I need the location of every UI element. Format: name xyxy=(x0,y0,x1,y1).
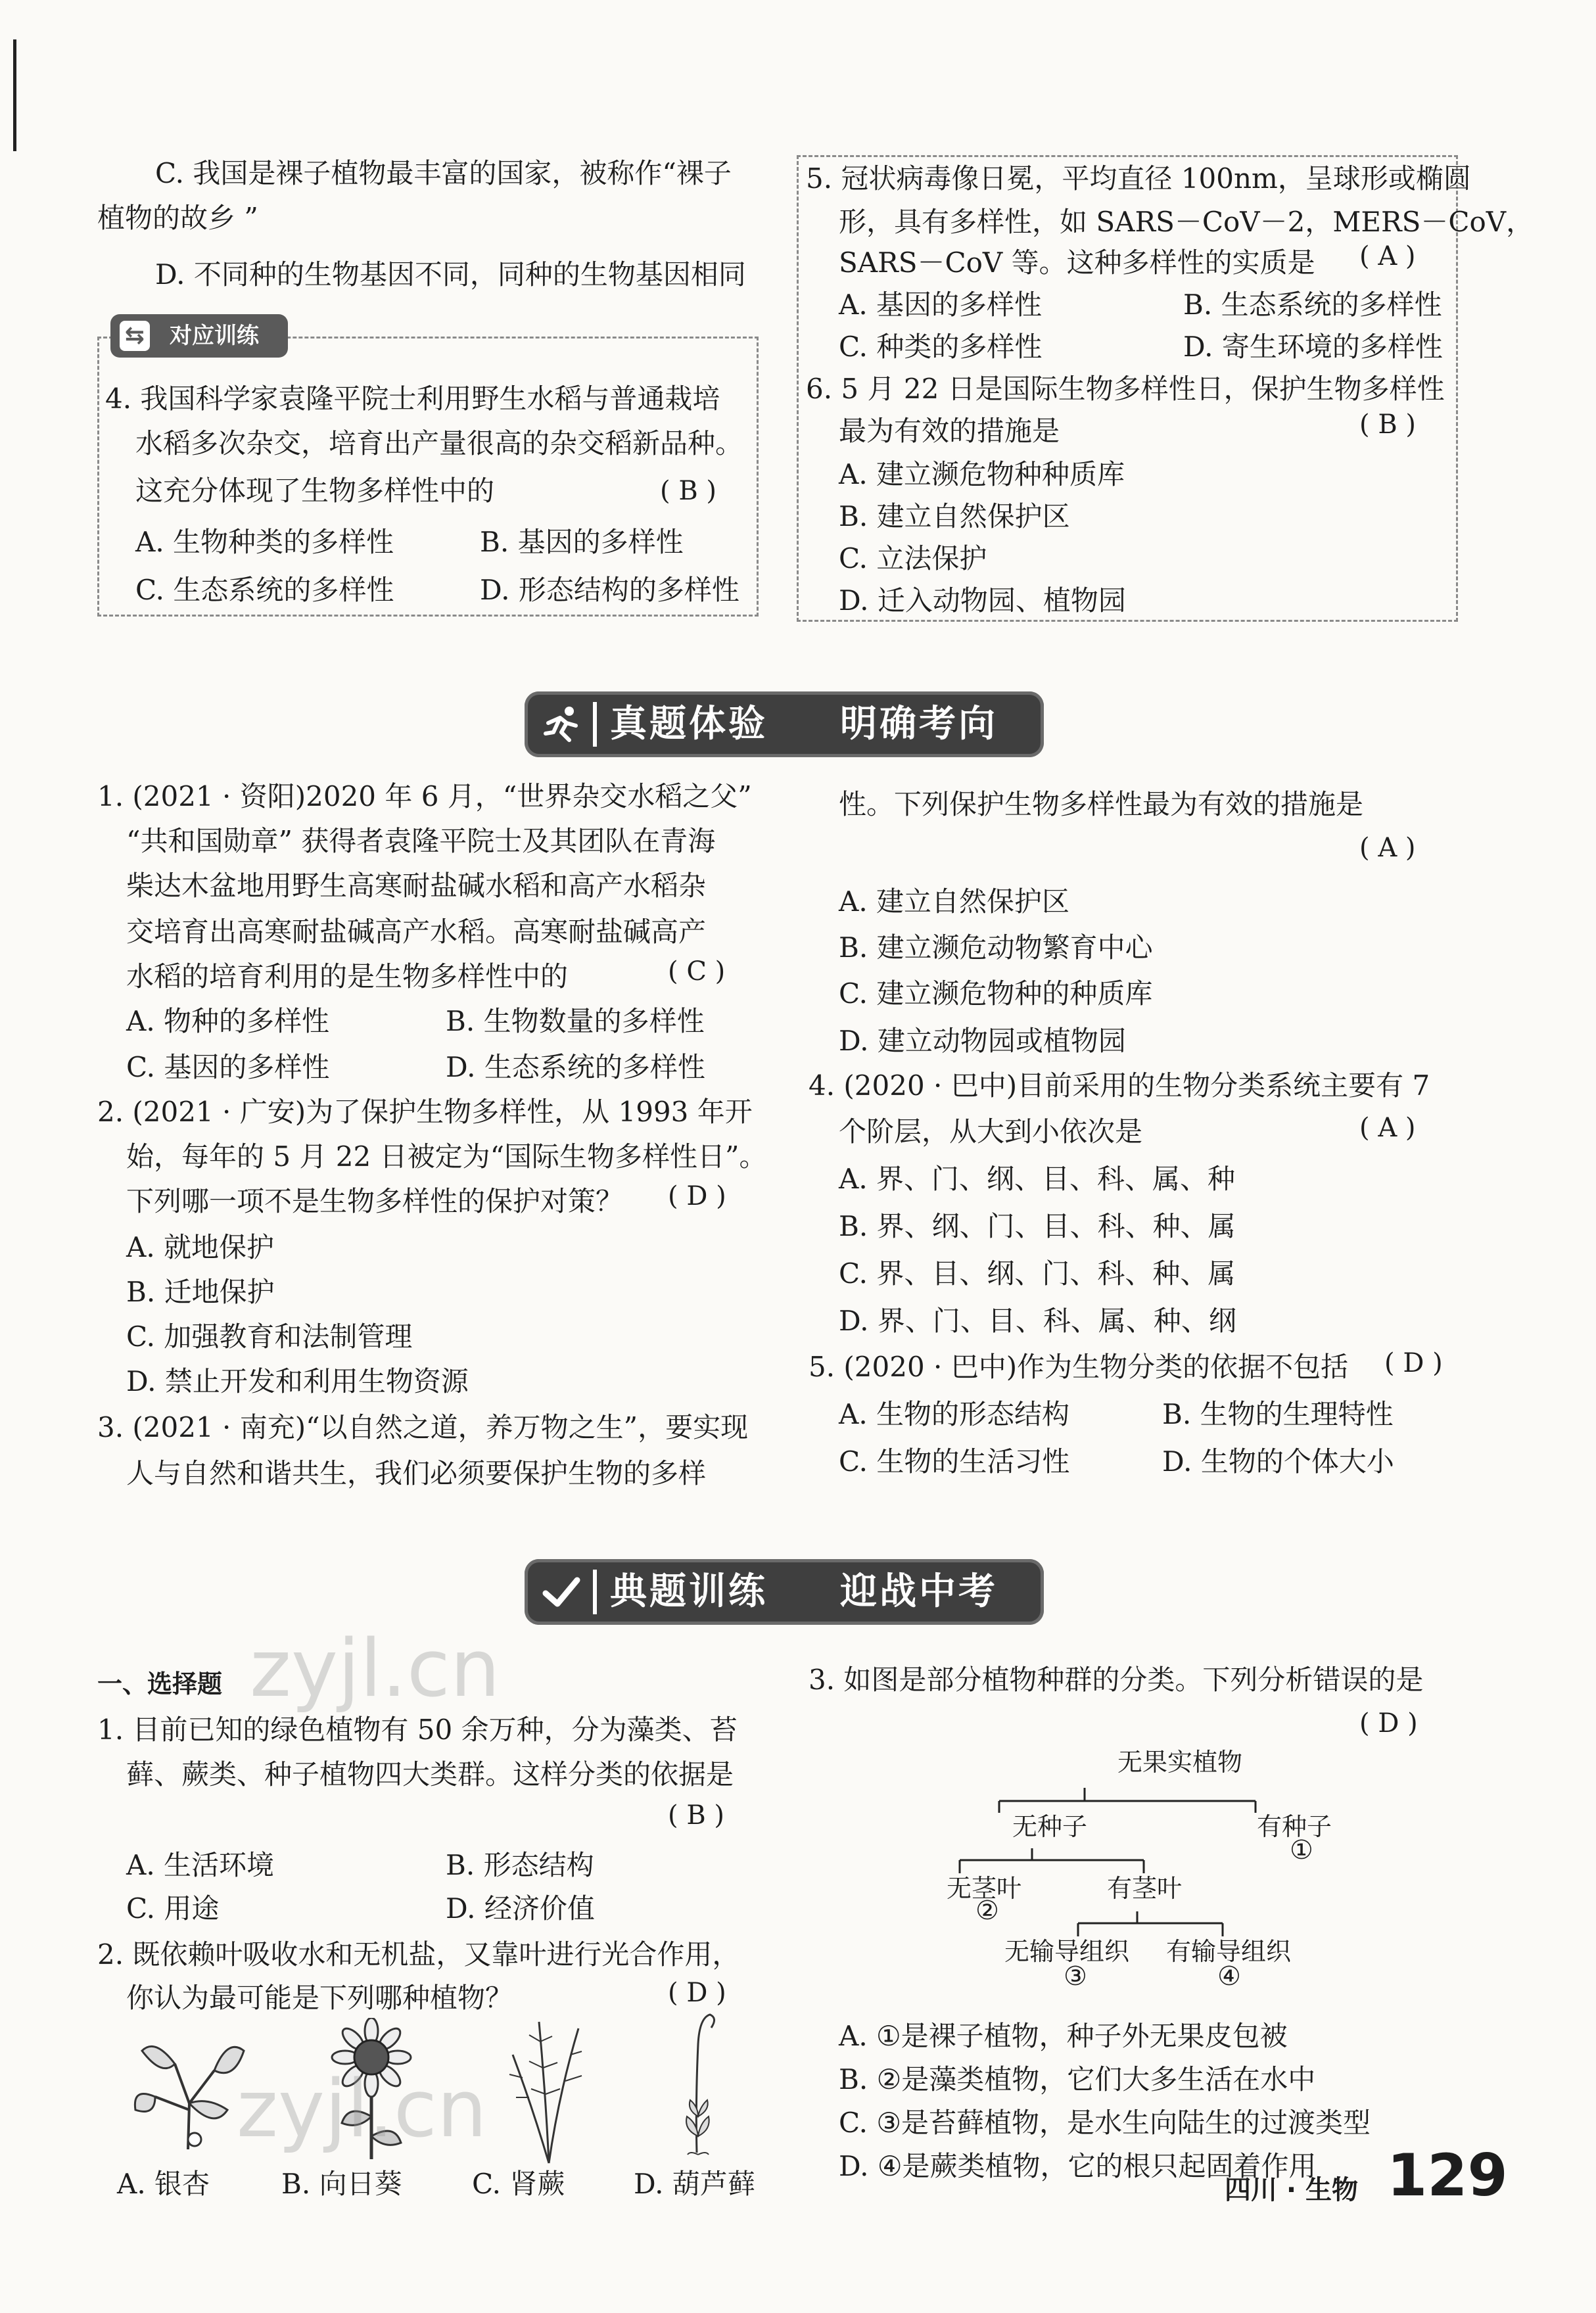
runner-icon xyxy=(540,703,582,745)
top-q6-line1: 6. 5 月 22 日是国际生物多样性日，保护生物多样性 xyxy=(806,373,1445,405)
s2-q3-line1: 3. 如图是部分植物种群的分类。下列分析错误的是 xyxy=(809,1664,1424,1696)
s1-q3-option-a: A. 建立自然保护区 xyxy=(839,885,1070,918)
top-q5-option-b: B. 生态系统的多样性 xyxy=(1183,289,1442,321)
s2-q3-option-a: A. ①是裸子植物，种子外无果皮包被 xyxy=(839,2020,1288,2052)
s1-q1-option-c: C. 基因的多样性 xyxy=(126,1051,330,1083)
watermark: zyjl.cn xyxy=(237,2064,487,2155)
s2-q2-option-d: D. 葫芦藓 xyxy=(634,2168,755,2200)
prev-option-c-cont: 植物的故乡 ” xyxy=(97,202,258,234)
ginkgo-illustration xyxy=(129,2024,247,2156)
top-q6-option-a: A. 建立濒危物种种质库 xyxy=(839,458,1125,490)
banner-title-left: 典题训练 xyxy=(610,1570,768,1613)
s1-q2-line2: 始，每年的 5 月 22 日被定为“国际生物多样性日”。 xyxy=(126,1140,767,1173)
s2-q1-option-b: B. 形态结构 xyxy=(446,1849,594,1881)
s1-q3-option-c: C. 建立濒危物种的种质库 xyxy=(839,977,1153,1010)
top-q6-answer: ( B ) xyxy=(1359,409,1417,440)
s1-q5-answer: ( D ) xyxy=(1384,1348,1443,1378)
moss-illustration xyxy=(670,2005,723,2156)
s1-q2-line1: 2. (2021 · 广安)为了保护生物多样性，从 1993 年开 xyxy=(97,1096,753,1128)
s1-q3-option-d: D. 建立动物园或植物园 xyxy=(839,1025,1126,1057)
top-q5-line2: 形，具有多样性，如 SARS－CoV－2，MERS－CoV， xyxy=(839,206,1534,238)
tree-stem: 有茎叶 xyxy=(1107,1874,1183,1903)
s1-q1-line1: 1. (2021 · 资阳)2020 年 6 月，“世界杂交水稻之父” xyxy=(97,780,752,812)
s1-q2-option-a: A. 就地保护 xyxy=(126,1231,275,1263)
s1-q4-option-d: D. 界、门、目、科、属、种、纲 xyxy=(839,1305,1236,1337)
s1-q4-answer: ( A ) xyxy=(1359,1113,1416,1143)
section-banner-typical-training xyxy=(525,1559,1044,1625)
margin-rule xyxy=(13,39,16,151)
top-q4-line2: 水稻多次杂交，培育出产量很高的杂交稻新品种。 xyxy=(135,427,743,459)
tree-marker-2: ② xyxy=(975,1896,999,1926)
s1-q2-option-d: D. 禁止开发和利用生物资源 xyxy=(126,1365,469,1397)
s1-q3-answer: ( A ) xyxy=(1359,833,1416,863)
top-q6-option-c: C. 立法保护 xyxy=(839,542,987,574)
banner-title-right: 明确考向 xyxy=(840,703,998,745)
watermark: zyjl.cn xyxy=(250,1624,500,1715)
checkmark-icon xyxy=(540,1571,582,1613)
s1-q4-option-a: A. 界、门、纲、目、科、属、种 xyxy=(839,1163,1236,1195)
s2-q3-answer: ( D ) xyxy=(1359,1708,1418,1739)
tree-no-tissue: 无输导组织 xyxy=(1004,1937,1130,1966)
prev-option-c: C. 我国是裸子植物最丰富的国家，被称作“裸子 xyxy=(155,157,732,189)
top-q5-answer: ( A ) xyxy=(1359,241,1416,271)
s2-q1-answer: ( B ) xyxy=(668,1800,725,1831)
footer-subject: 四川 · 生物 xyxy=(1225,2175,1359,2205)
s1-q2-line3: 下列哪一项不是生物多样性的保护对策？ xyxy=(126,1185,624,1217)
s2-q3-option-b: B. ②是藻类植物，它们大多生活在水中 xyxy=(839,2063,1316,2095)
s2-q1-option-d: D. 经济价值 xyxy=(446,1892,595,1925)
s1-q2-option-c: C. 加强教育和法制管理 xyxy=(126,1320,413,1353)
tree-root: 无果实植物 xyxy=(1117,1748,1243,1777)
tree-seed: 有种子 xyxy=(1257,1812,1332,1841)
top-q5-option-d: D. 寄生环境的多样性 xyxy=(1183,331,1443,363)
top-q5-option-c: C. 种类的多样性 xyxy=(839,331,1043,363)
top-q6-option-d: D. 迁入动物园、植物园 xyxy=(839,584,1126,617)
s2-q1-line2: 藓、蕨类、种子植物四大类群。这样分类的依据是 xyxy=(126,1758,734,1790)
tree-no-seed: 无种子 xyxy=(1012,1812,1088,1841)
banner-divider xyxy=(593,1570,597,1614)
tree-marker-4: ④ xyxy=(1217,1961,1241,1992)
prev-option-d: D. 不同种的生物基因不同，同种的生物基因相同 xyxy=(155,258,746,291)
top-q4-line3: 这充分体现了生物多样性中的 xyxy=(135,475,495,507)
section-banner-real-exam xyxy=(525,691,1044,757)
top-q6-option-b: B. 建立自然保护区 xyxy=(839,500,1070,532)
s1-q3-option-b: B. 建立濒危动物繁育中心 xyxy=(839,931,1153,964)
top-q4-option-c: C. 生态系统的多样性 xyxy=(135,574,394,606)
s2-q3-option-d: D. ④是蕨类植物，它的根只起固着作用 xyxy=(839,2150,1317,2182)
s1-q1-option-a: A. 物种的多样性 xyxy=(126,1005,330,1037)
s1-q1-option-d: D. 生态系统的多样性 xyxy=(446,1051,705,1083)
s1-q5-option-a: A. 生物的形态结构 xyxy=(839,1398,1070,1430)
fern-illustration xyxy=(500,2015,598,2166)
s1-q3-line1: 3. (2021 · 南充)“以自然之道，养万物之生”，要实现 xyxy=(97,1411,749,1443)
swap-arrows-icon: ⇆ xyxy=(120,321,150,351)
top-q4-answer: ( B ) xyxy=(660,476,717,506)
s1-q1-line5: 水稻的培育利用的是生物多样性中的 xyxy=(126,960,569,993)
top-q4-option-a: A. 生物种类的多样性 xyxy=(135,526,394,558)
tree-no-stem: 无茎叶 xyxy=(947,1874,1022,1903)
s1-q5-option-d: D. 生物的个体大小 xyxy=(1162,1445,1394,1478)
s2-q1-option-a: A. 生活环境 xyxy=(126,1849,275,1881)
top-q4-option-b: B. 基因的多样性 xyxy=(480,526,684,558)
page-number: 129 xyxy=(1387,2141,1508,2209)
s1-q1-line3: 柴达木盆地用野生高寒耐盐碱水稻和高产水稻杂 xyxy=(126,870,707,902)
s1-q4-option-b: B. 界、纲、门、目、科、种、属 xyxy=(839,1210,1236,1242)
s1-q5-option-c: C. 生物的生活习性 xyxy=(839,1445,1070,1478)
s1-q4-option-c: C. 界、目、纲、门、科、种、属 xyxy=(839,1257,1236,1290)
s1-q1-line2: “共和国勋章” 获得者袁隆平院士及其团队在青海 xyxy=(126,825,716,857)
s2-q1-line1: 1. 目前已知的绿色植物有 50 余万种，分为藻类、苔 xyxy=(97,1714,738,1746)
s1-q4-line1: 4. (2020 · 巴中)目前采用的生物分类系统主要有 7 xyxy=(809,1069,1430,1102)
banner-divider xyxy=(593,702,597,747)
s1-q1-option-b: B. 生物数量的多样性 xyxy=(446,1005,705,1037)
training-tag xyxy=(110,314,288,358)
s1-q3-line2: 人与自然和谐共生，我们必须要保护生物的多样 xyxy=(126,1457,707,1489)
top-q5-line3: SARS－CoV 等。这种多样性的实质是 xyxy=(839,246,1315,279)
s1-q1-answer: ( C ) xyxy=(668,956,726,987)
s2-q2-line1: 2. 既依赖叶吸收水和无机盐，又靠叶进行光合作用， xyxy=(97,1938,740,1971)
tree-tissue: 有输导组织 xyxy=(1166,1937,1292,1966)
s1-q2-option-b: B. 迁地保护 xyxy=(126,1276,275,1308)
s2-q2-line2: 你认为最可能是下列哪种植物？ xyxy=(126,1982,513,2014)
s1-q1-line4: 交培育出高寒耐盐碱高产水稻。高寒耐盐碱高产 xyxy=(126,916,707,948)
top-q5-option-a: A. 基因的多样性 xyxy=(839,289,1043,321)
s2-q2-option-c: C. 肾蕨 xyxy=(472,2168,565,2200)
s2-q2-option-a: A. 银杏 xyxy=(117,2168,210,2200)
s1-q5-line1: 5. (2020 · 巴中)作为生物分类的依据不包括 xyxy=(809,1351,1349,1383)
s2-q2-option-b: B. 向日葵 xyxy=(281,2168,402,2200)
tree-marker-1: ① xyxy=(1290,1835,1313,1865)
training-tag-label: 对应训练 xyxy=(170,323,259,349)
s2-q1-option-c: C. 用途 xyxy=(126,1892,220,1925)
s1-q4-line2: 个阶层，从大到小依次是 xyxy=(839,1115,1143,1148)
s2-q3-option-c: C. ③是苔藓植物，是水生向陆生的过渡类型 xyxy=(839,2107,1371,2139)
top-q5-line1: 5. 冠状病毒像日冕，平均直径 100nm，呈球形或椭圆 xyxy=(806,162,1471,195)
s1-q3-line3: 性。下列保护生物多样性最为有效的措施是 xyxy=(839,788,1364,820)
top-q4-option-d: D. 形态结构的多样性 xyxy=(480,574,739,606)
tree-marker-3: ③ xyxy=(1064,1961,1087,1992)
s1-q5-option-b: B. 生物的生理特性 xyxy=(1162,1398,1394,1430)
banner-title-right: 迎战中考 xyxy=(840,1570,998,1613)
s2-subheading: 一、选择题 xyxy=(97,1670,223,1698)
s1-q2-answer: ( D ) xyxy=(668,1181,726,1211)
s2-q2-answer: ( D ) xyxy=(668,1978,726,2008)
banner-title-left: 真题体验 xyxy=(610,703,768,745)
top-q4-line1: 4. 我国科学家袁隆平院士利用野生水稻与普通栽培 xyxy=(105,383,720,415)
top-q6-line2: 最为有效的措施是 xyxy=(839,415,1060,447)
